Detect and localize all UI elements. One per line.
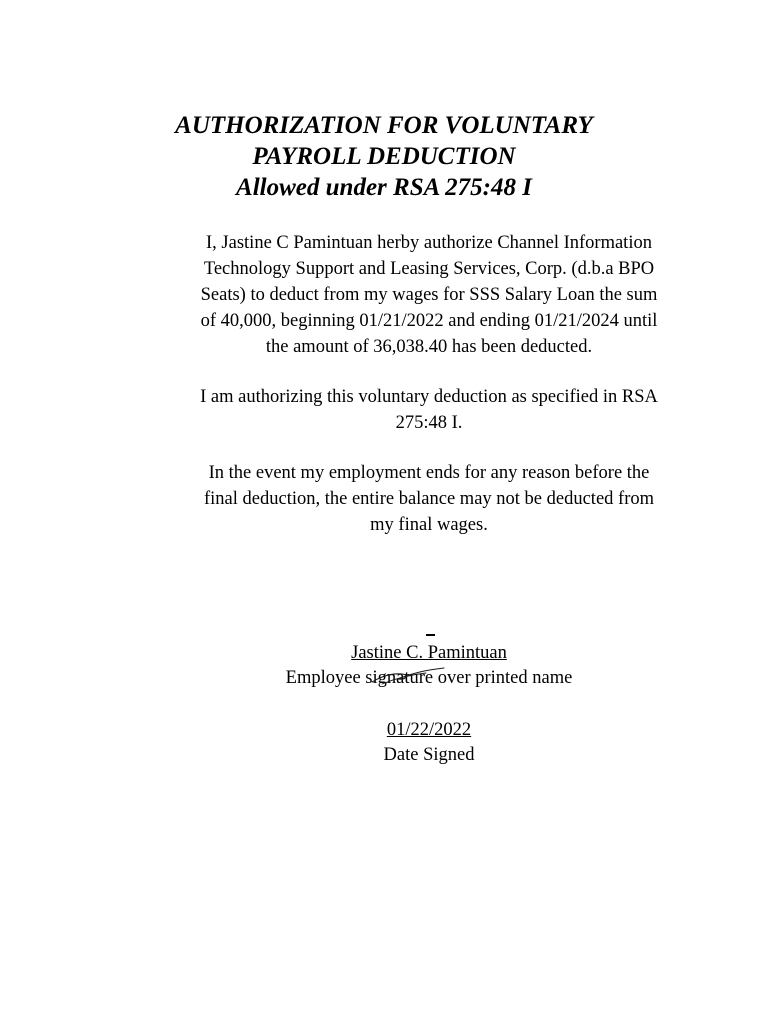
- paragraph-line: In the event my employment ends for any reason before the: [208, 463, 650, 483]
- employee-name: Jastine C. Pamintuan: [351, 643, 507, 663]
- paragraph-line: I, Jastine C Pamintuan herby authorize Channel Information: [206, 233, 652, 253]
- paragraph-line: my final wages.: [370, 515, 488, 535]
- document-title: [0, 110, 768, 203]
- voluntary-deduction-paragraph: [170, 384, 688, 436]
- title-line-3: Allowed under RSA 275:48 I: [236, 174, 532, 201]
- paragraph-line: of 40,000, beginning 01/21/2022 and ending 01/21/2024 until: [200, 311, 658, 331]
- paragraph-line: 275:48 I.: [395, 413, 463, 433]
- date-signed-caption: Date Signed: [383, 745, 475, 765]
- paragraph-line: Technology Support and Leasing Services, Corp. (d.b.a BPO: [203, 259, 655, 279]
- paragraph-line: Seats) to deduct from my wages for SSS Salary Loan the sum: [200, 285, 658, 305]
- signature-mark: [426, 634, 435, 636]
- date-signed-block: [0, 718, 768, 768]
- paragraph-line: the amount of 36,038.40 has been deducted.: [265, 337, 593, 357]
- paragraph-line: final deduction, the entire balance may not be deducted from: [204, 489, 654, 509]
- employee-caption: Employee signature over printed name: [285, 668, 573, 688]
- paragraph-line: I am authorizing this voluntary deduction as specified in RSA: [200, 387, 658, 407]
- handwritten-signature: [368, 664, 448, 688]
- title-line-1: AUTHORIZATION FOR VOLUNTARY: [175, 112, 593, 139]
- title-line-2: PAYROLL DEDUCTION: [252, 143, 516, 170]
- employment-ends-paragraph: [170, 460, 688, 538]
- authorization-paragraph: [170, 230, 688, 360]
- date-signed-value: 01/22/2022: [386, 720, 472, 740]
